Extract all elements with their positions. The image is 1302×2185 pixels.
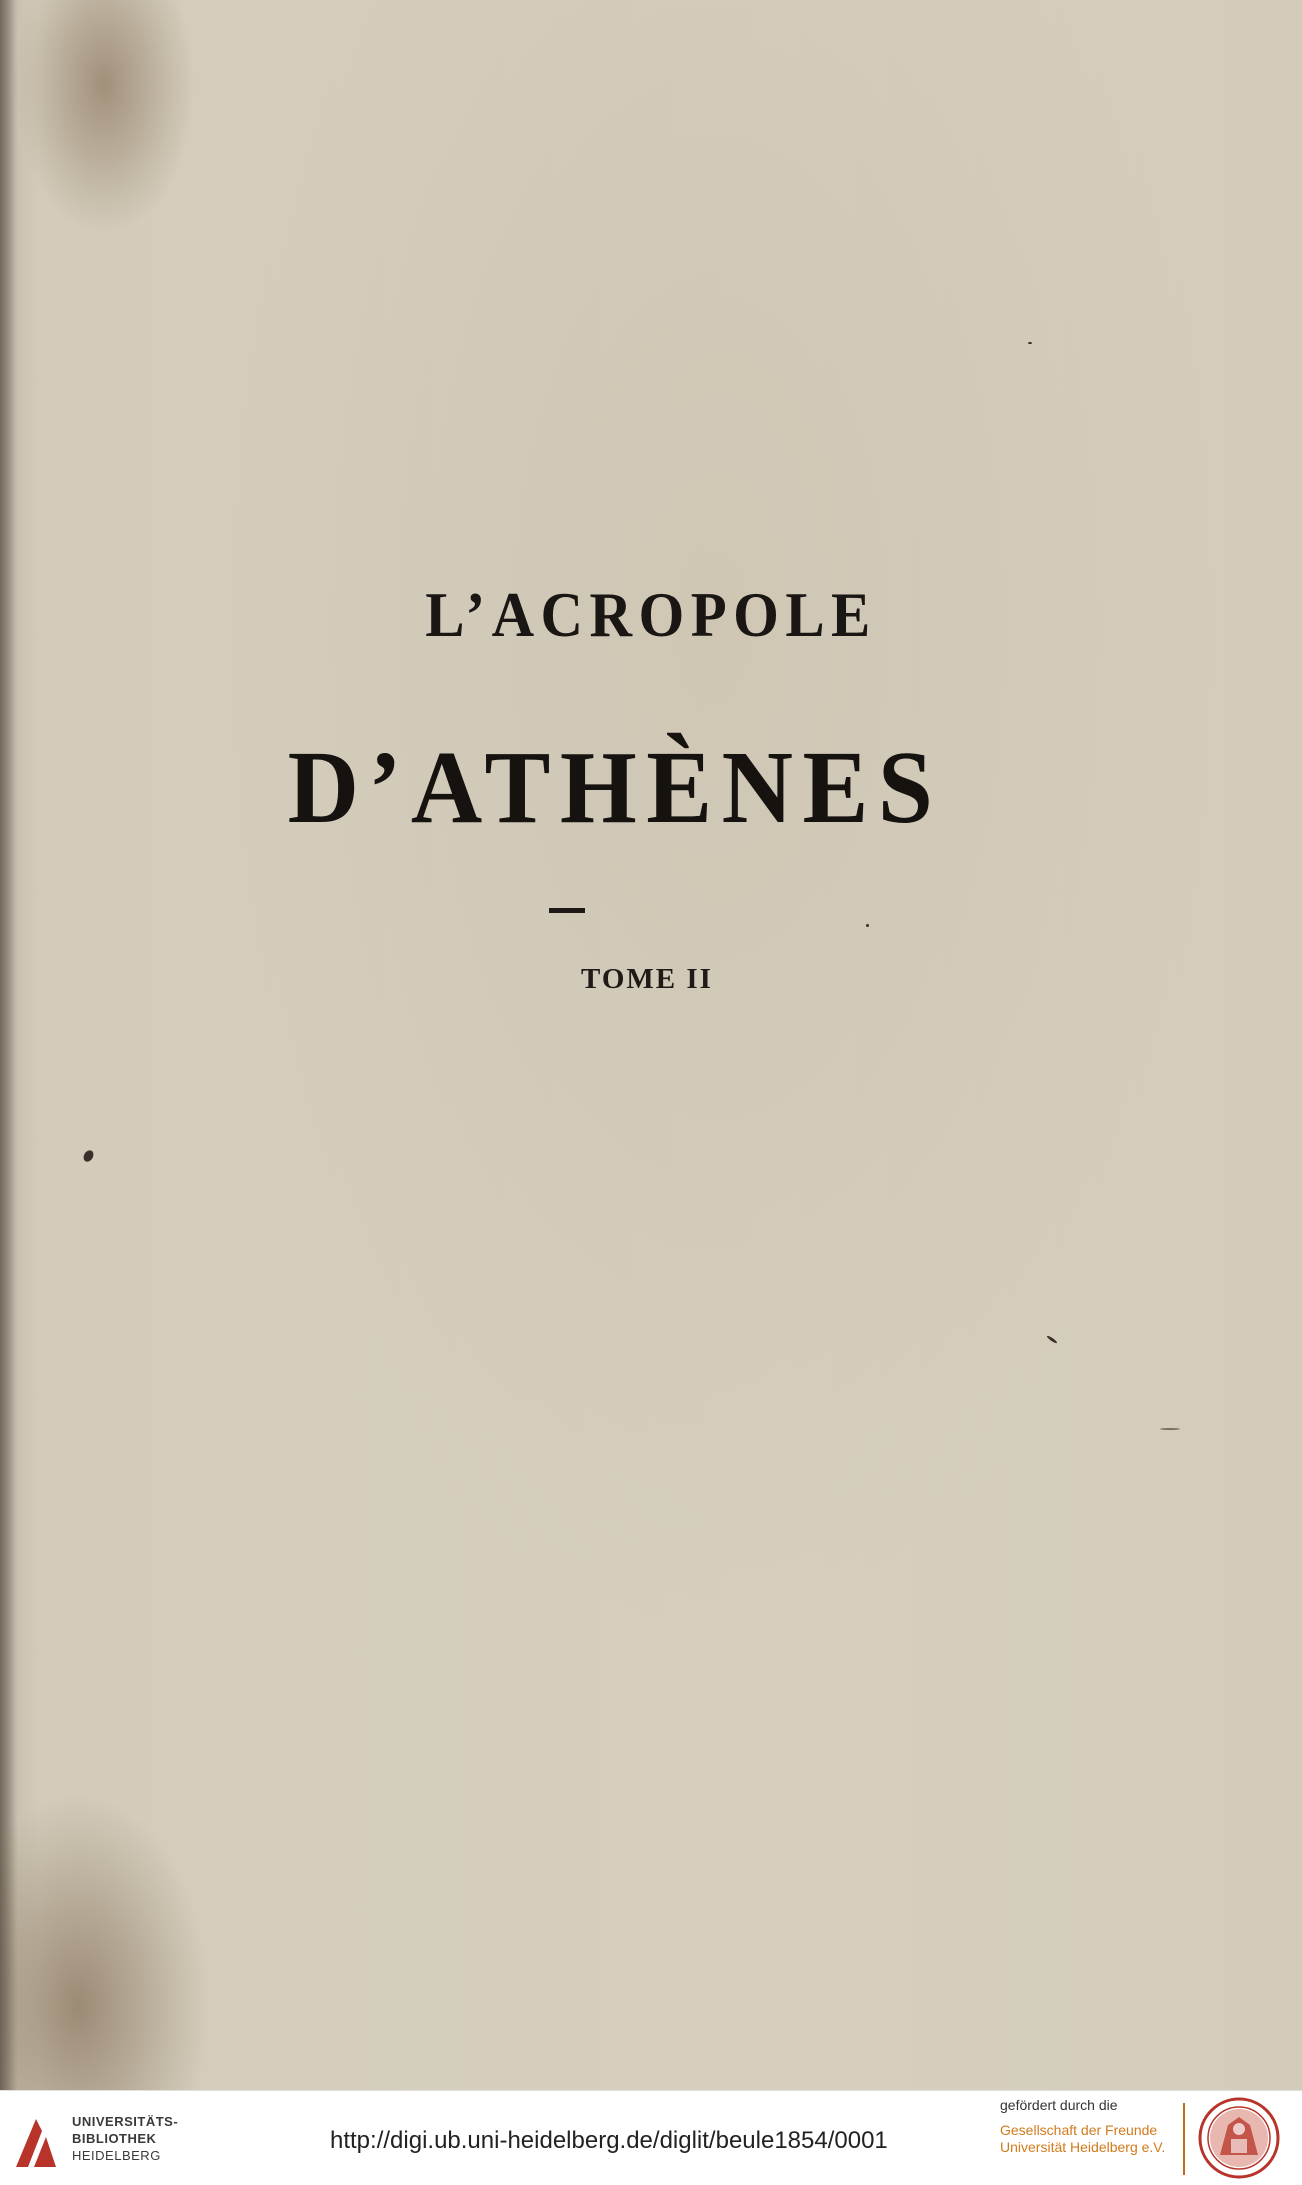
sponsor-block bbox=[1000, 2097, 1180, 2156]
library-name-line2: BIBLIOTHEK bbox=[72, 2131, 157, 2146]
library-name-line3: HEIDELBERG bbox=[72, 2148, 161, 2163]
volume-label: TOME II bbox=[581, 963, 713, 995]
sponsor-org-line1: Gesellschaft der Freunde bbox=[1000, 2122, 1158, 2138]
library-name bbox=[72, 2113, 178, 2164]
title-line-acropole: L’ACROPOLE bbox=[425, 579, 877, 650]
ink-speck bbox=[82, 1149, 96, 1164]
library-logo-icon bbox=[12, 2111, 60, 2171]
sponsor-divider bbox=[1183, 2103, 1185, 2175]
sponsor-org-line2: Universität Heidelberg e.V. bbox=[1000, 2139, 1166, 2155]
title-line-athenes: D’ATHÈNES bbox=[287, 730, 943, 845]
ink-speck bbox=[1160, 1428, 1180, 1430]
library-name-line1: UNIVERSITÄTS- bbox=[72, 2114, 179, 2129]
ink-speck bbox=[1046, 1335, 1058, 1344]
university-seal-icon bbox=[1198, 2097, 1280, 2179]
title-rule bbox=[549, 908, 585, 913]
sponsor-lead: gefördert durch die bbox=[1000, 2097, 1118, 2113]
permalink-url[interactable]: http://digi.ub.uni-heidelberg.de/diglit/beule1854/0001 bbox=[330, 2127, 888, 2154]
ink-speck bbox=[866, 924, 869, 927]
ink-speck bbox=[1028, 342, 1032, 344]
footer-bar bbox=[0, 2090, 1302, 2185]
